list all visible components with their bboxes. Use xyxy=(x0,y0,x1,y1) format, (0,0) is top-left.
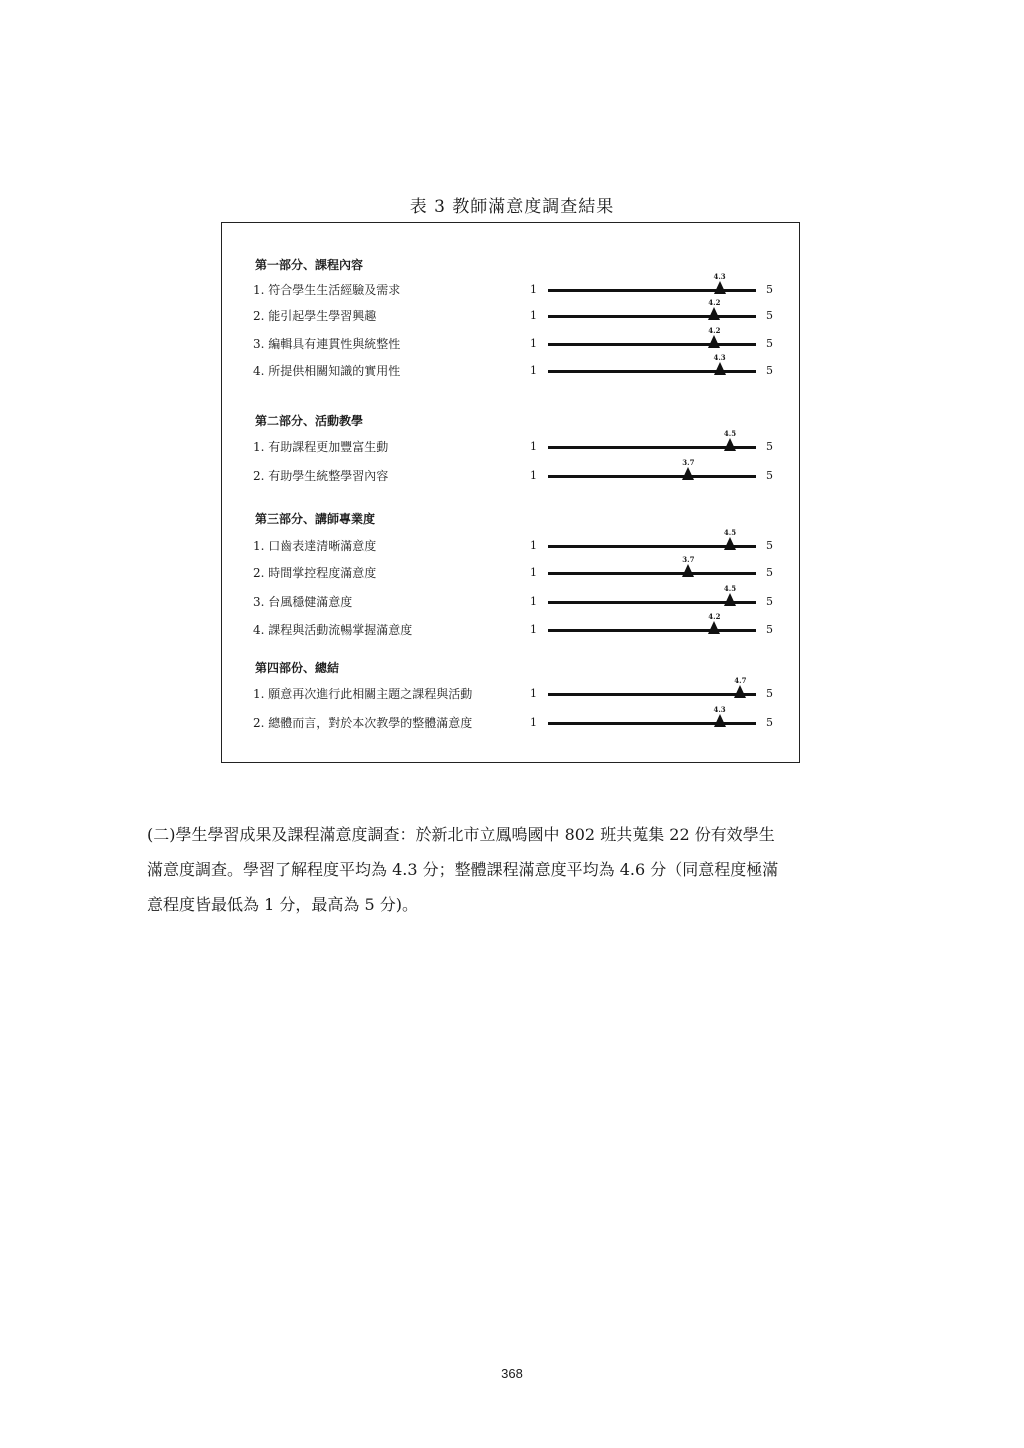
body-paragraph xyxy=(147,817,877,922)
score-marker xyxy=(699,613,729,634)
rating-scale xyxy=(530,273,780,297)
scale-max-label: 5 xyxy=(766,440,773,453)
item-label: 1. 符合學生生活經驗及需求 xyxy=(253,283,401,297)
triangle-marker-icon xyxy=(708,621,720,634)
score-marker xyxy=(699,327,729,348)
scale-max-label: 5 xyxy=(766,283,773,296)
triangle-marker-icon xyxy=(724,593,736,606)
scale-min-label: 1 xyxy=(530,595,537,608)
item-label: 2. 時間掌控程度滿意度 xyxy=(253,566,377,580)
rating-scale xyxy=(530,529,780,553)
scale-max-label: 5 xyxy=(766,309,773,322)
scale-line xyxy=(548,572,756,575)
section-title: 第二部分、活動教學 xyxy=(255,414,364,428)
score-marker xyxy=(705,354,735,375)
triangle-marker-icon xyxy=(682,564,694,577)
scale-min-label: 1 xyxy=(530,566,537,579)
item-label: 2. 能引起學生學習興趣 xyxy=(253,309,377,323)
item-label: 4. 課程與活動流暢掌握滿意度 xyxy=(253,623,413,637)
paragraph-line: 滿意度調查。學習了解程度平均為 4.3 分；整體課程滿意度平均為 4.6 分（同意程度極滿 xyxy=(147,860,779,879)
paragraph-line: (二)學生學習成果及課程滿意度調查：於新北市立鳳鳴國中 802 班共蒐集 22 份有效學生 xyxy=(147,825,775,844)
score-value: 3.7 xyxy=(682,458,695,467)
scale-min-label: 1 xyxy=(530,469,537,482)
score-marker xyxy=(715,585,745,606)
score-marker xyxy=(705,273,735,294)
triangle-marker-icon xyxy=(714,281,726,294)
scale-max-label: 5 xyxy=(766,539,773,552)
score-value: 4.2 xyxy=(708,298,721,307)
satisfaction-table xyxy=(221,222,800,763)
scale-min-label: 1 xyxy=(530,309,537,322)
score-value: 4.5 xyxy=(723,528,737,537)
rating-scale xyxy=(530,706,780,730)
item-label: 1. 有助課程更加豐富生動 xyxy=(253,440,389,454)
triangle-marker-icon xyxy=(708,335,720,348)
section-title: 第四部份、總結 xyxy=(255,661,340,675)
rating-scale xyxy=(530,556,780,580)
triangle-marker-icon xyxy=(714,714,726,727)
score-marker xyxy=(715,529,745,550)
score-value: 4.2 xyxy=(708,612,721,621)
section-title: 第三部分、講師專業度 xyxy=(255,512,376,526)
item-label: 1. 願意再次進行此相關主題之課程與活動 xyxy=(253,687,473,701)
triangle-marker-icon xyxy=(724,537,736,550)
scale-min-label: 1 xyxy=(530,539,537,552)
scale-max-label: 5 xyxy=(766,623,773,636)
score-value: 4.3 xyxy=(713,705,726,714)
scale-line xyxy=(548,475,756,478)
scale-max-label: 5 xyxy=(766,469,773,482)
scale-min-label: 1 xyxy=(530,716,537,729)
scale-max-label: 5 xyxy=(766,364,773,377)
scale-min-label: 1 xyxy=(530,687,537,700)
rating-scale xyxy=(530,327,780,351)
score-value: 4.2 xyxy=(708,326,721,335)
scale-min-label: 1 xyxy=(530,623,537,636)
scale-max-label: 5 xyxy=(766,716,773,729)
score-value: 4.3 xyxy=(713,272,726,281)
scale-min-label: 1 xyxy=(530,440,537,453)
item-label: 2. 有助學生統整學習內容 xyxy=(253,469,389,483)
triangle-marker-icon xyxy=(724,438,736,451)
rating-scale xyxy=(530,459,780,483)
scale-min-label: 1 xyxy=(530,364,537,377)
score-marker xyxy=(673,556,703,577)
score-marker xyxy=(725,677,755,698)
scale-max-label: 5 xyxy=(766,566,773,579)
rating-scale xyxy=(530,677,780,701)
section-title: 第一部分、課程內容 xyxy=(255,258,364,272)
page-number: 368 xyxy=(501,1366,523,1381)
rating-scale xyxy=(530,585,780,609)
item-label: 3. 台風穩健滿意度 xyxy=(253,595,353,609)
rating-scale xyxy=(530,613,780,637)
item-label: 4. 所提供相關知識的實用性 xyxy=(253,364,401,378)
item-label: 1. 口齒表達清晰滿意度 xyxy=(253,539,377,553)
triangle-marker-icon xyxy=(682,467,694,480)
triangle-marker-icon xyxy=(714,362,726,375)
score-value: 4.3 xyxy=(713,353,726,362)
triangle-marker-icon xyxy=(734,685,746,698)
item-label: 3. 編輯具有連貫性與統整性 xyxy=(253,337,401,351)
score-value: 3.7 xyxy=(682,555,695,564)
score-marker xyxy=(705,706,735,727)
scale-min-label: 1 xyxy=(530,337,537,350)
scale-max-label: 5 xyxy=(766,337,773,350)
score-marker xyxy=(699,299,729,320)
paragraph-line: 意程度皆最低為 1 分，最高為 5 分)。 xyxy=(147,895,418,914)
triangle-marker-icon xyxy=(708,307,720,320)
item-label: 2. 總體而言，對於本次教學的整體滿意度 xyxy=(253,716,473,730)
rating-scale xyxy=(530,354,780,378)
scale-max-label: 5 xyxy=(766,595,773,608)
score-marker xyxy=(715,430,745,451)
scale-min-label: 1 xyxy=(530,283,537,296)
rating-scale xyxy=(530,430,780,454)
score-marker xyxy=(673,459,703,480)
score-value: 4.5 xyxy=(723,429,737,438)
table-title: 表 3 教師滿意度調查結果 xyxy=(409,197,615,217)
scale-max-label: 5 xyxy=(766,687,773,700)
score-value: 4.7 xyxy=(734,676,747,685)
score-value: 4.5 xyxy=(723,584,737,593)
rating-scale xyxy=(530,299,780,323)
